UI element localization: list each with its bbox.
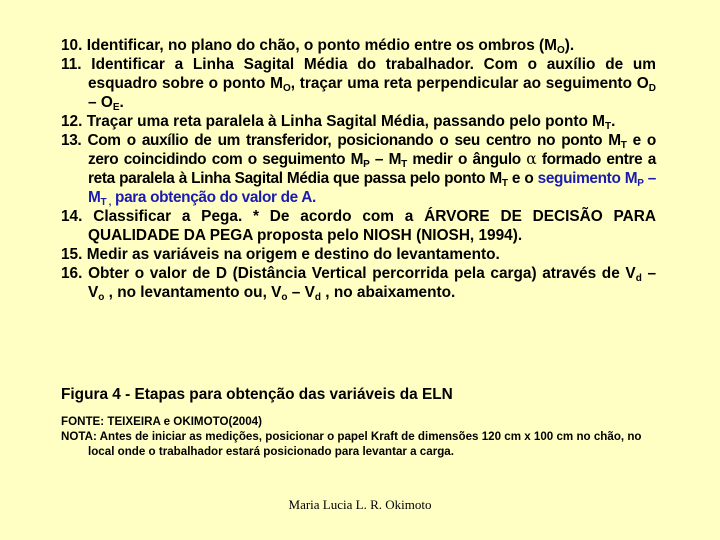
step-13: 13. Com o auxílio de um transferidor, posicionando o seu centro no ponto $M_T$ e o zero coincidindo com o seguimento $M_P - M_T$ medir o ângulo α formado entre a reta paralela à Linha Sagital Média que passa pelo ponto $M_T$ e o seguimento $M_P - M_{T ,}$ para obtenção do valor de A. — [61, 132, 656, 208]
alpha-symbol: α — [526, 150, 537, 168]
step-16: 16. Obter o valor de D (Distância Vertical percorrida pela carga) através de $V_d - V_o$ , no levantamento ou, $V_o - V_d$ , no abaixamento. — [61, 265, 657, 303]
step-10: 10. Identificar, no plano do chão, o ponto médio entre os ombros $(M_O)$. — [61, 37, 575, 56]
author-footer: Maria Lucia L. R. Okimoto — [288, 497, 432, 512]
source-line: FONTE: TEIXEIRA e OKIMOTO(2004) — [61, 415, 262, 428]
steps-list — [61, 36, 656, 302]
step-11: 11. Identificar a Linha Sagital Média do trabalhador. Com o auxílio de um esquadro sobre o ponto $M_O$, traçar uma reta perpendicular ao seguimento $O_D - O_E$. — [61, 56, 656, 113]
step-14: 14. Classificar a Pega. * De acordo com a ÁRVORE DE DECISÃO PARA QUALIDADE DA PEGA proposta pelo NIOSH (NIOSH, 1994). — [61, 208, 657, 244]
highlighted-text: seguimento $M_P - M_{T ,}$ para obtenção do valor de A. — [88, 170, 656, 208]
figure-caption: Figura 4 - Etapas para obtenção das variáveis da ELN — [61, 386, 453, 403]
note-text: NOTA: Antes de iniciar as medições, posicionar o papel Kraft de dimensões 120 cm x 100 cm no chão, no local onde o trabalhador estará posicionado para levantar a carga. — [61, 430, 642, 458]
step-12: 12. Traçar uma reta paralela à Linha Sagital Média, passando pelo ponto $M_T$. — [61, 113, 616, 132]
step-15: 15. Medir as variáveis na origem e destino do levantamento. — [61, 246, 500, 263]
